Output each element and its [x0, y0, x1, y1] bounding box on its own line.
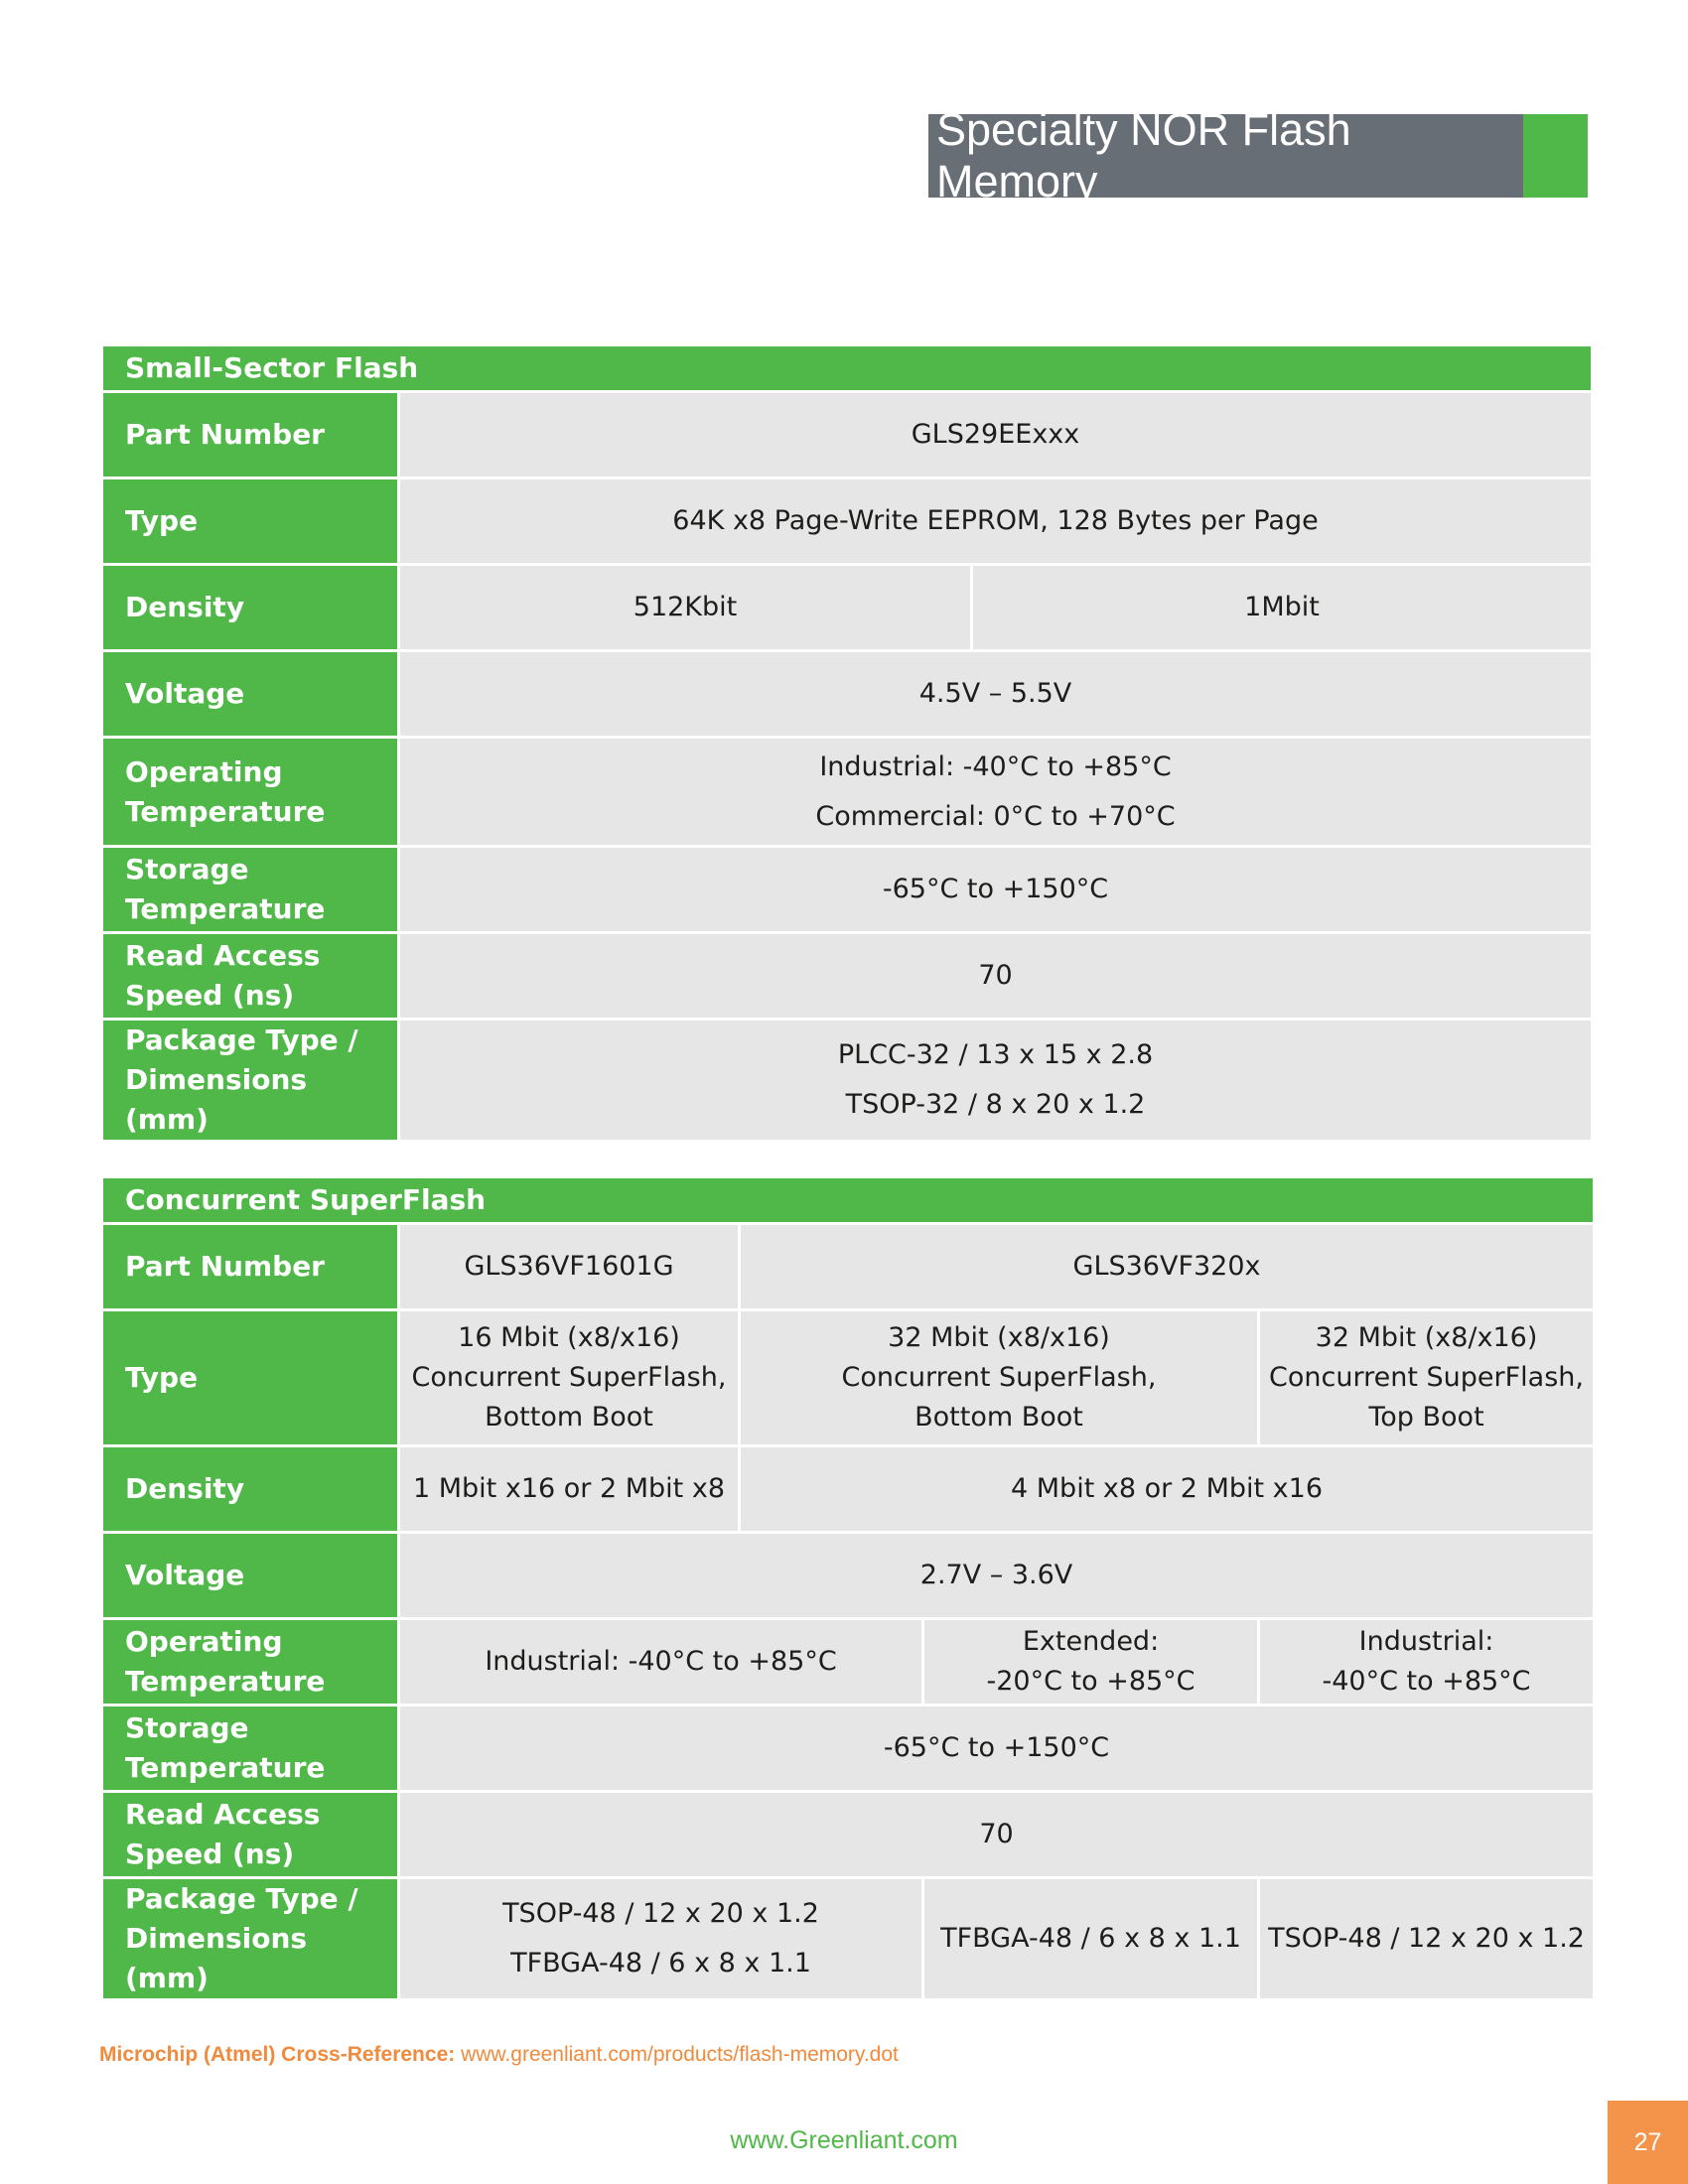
table-row: [103, 1706, 1593, 1790]
table-row: [103, 739, 1591, 845]
cross-reference-label: Microchip (Atmel) Cross-Reference:: [99, 2043, 456, 2066]
row-label: Operating Temperature: [103, 1620, 397, 1704]
operating-temperature-value: Industrial: -40°C to +85°C: [400, 1620, 921, 1704]
table-row: [103, 1793, 1593, 1876]
table-row: [103, 1021, 1591, 1140]
type-value: 16 Mbit (x8/x16) Concurrent SuperFlash, Bottom Boot: [400, 1311, 738, 1444]
row-label: Package Type / Dimensions (mm): [103, 1021, 397, 1140]
row-label: Voltage: [103, 1534, 397, 1617]
table-row: [103, 1620, 1593, 1704]
section-title: Concurrent SuperFlash: [103, 1178, 1593, 1222]
part-number-value: GLS36VF1601G: [400, 1225, 738, 1308]
table-row: [103, 1447, 1593, 1531]
package-value: TSOP-48 / 12 x 20 x 1.2 TFBGA-48 / 6 x 8 x 1.1: [400, 1879, 921, 1998]
density-value: 1Mbit: [973, 566, 1591, 649]
section-header-row: [103, 346, 1591, 390]
row-label: Density: [103, 566, 397, 649]
page-title: Specialty NOR Flash Memory: [928, 114, 1523, 198]
operating-temperature-value: Industrial: -40°C to +85°C Commercial: 0°C to +70°C: [400, 739, 1591, 845]
row-label: Type: [103, 479, 397, 563]
part-number-value: GLS29EExxx: [400, 393, 1591, 477]
type-value: 32 Mbit (x8/x16) Concurrent SuperFlash, Bottom Boot: [741, 1311, 1257, 1444]
row-label: Read Access Speed (ns): [103, 1793, 397, 1876]
row-label: Type: [103, 1311, 397, 1444]
page-header: [928, 104, 1588, 206]
row-label: Part Number: [103, 393, 397, 477]
read-access-speed-value: 70: [400, 934, 1591, 1018]
row-label: Storage Temperature: [103, 1706, 397, 1790]
cross-reference-note: [99, 2043, 899, 2067]
density-value: 4 Mbit x8 or 2 Mbit x16: [741, 1447, 1593, 1531]
table-row: [103, 1879, 1593, 1998]
table-row: [103, 652, 1591, 736]
small-sector-flash-table: [100, 343, 1594, 1143]
section-header-row: [103, 1178, 1593, 1222]
density-value: 512Kbit: [400, 566, 970, 649]
row-label: Package Type / Dimensions (mm): [103, 1879, 397, 1998]
type-value: 32 Mbit (x8/x16) Concurrent SuperFlash, Top Boot: [1260, 1311, 1593, 1444]
table-row: [103, 393, 1591, 477]
row-label: Storage Temperature: [103, 848, 397, 931]
type-value: 64K x8 Page-Write EEPROM, 128 Bytes per Page: [400, 479, 1591, 563]
cross-reference-link[interactable]: www.greenliant.com/products/flash-memory.dot: [461, 2043, 899, 2066]
read-access-speed-value: 70: [400, 1793, 1593, 1876]
part-number-value: GLS36VF320x: [741, 1225, 1593, 1308]
package-value: TFBGA-48 / 6 x 8 x 1.1: [924, 1879, 1257, 1998]
table-row: [103, 1311, 1593, 1444]
voltage-value: 2.7V – 3.6V: [400, 1534, 1593, 1617]
table-row: [103, 1534, 1593, 1617]
footer-website-link[interactable]: www.Greenliant.com: [730, 2126, 958, 2154]
row-label: Density: [103, 1447, 397, 1531]
table-row: [103, 934, 1591, 1018]
storage-temperature-value: -65°C to +150°C: [400, 1706, 1593, 1790]
density-value: 1 Mbit x16 or 2 Mbit x8: [400, 1447, 738, 1531]
operating-temperature-value: Industrial: -40°C to +85°C: [1260, 1620, 1593, 1704]
operating-temperature-value: Extended: -20°C to +85°C: [924, 1620, 1257, 1704]
storage-temperature-value: -65°C to +150°C: [400, 848, 1591, 931]
table-row: [103, 848, 1591, 931]
row-label: Read Access Speed (ns): [103, 934, 397, 1018]
row-label: Voltage: [103, 652, 397, 736]
table-row: [103, 1225, 1593, 1308]
title-accent-block: [1523, 114, 1588, 198]
table-row: [103, 566, 1591, 649]
page-number: 27: [1608, 2101, 1688, 2184]
row-label: Part Number: [103, 1225, 397, 1308]
voltage-value: 4.5V – 5.5V: [400, 652, 1591, 736]
package-value: TSOP-48 / 12 x 20 x 1.2: [1260, 1879, 1593, 1998]
package-value: PLCC-32 / 13 x 15 x 2.8 TSOP-32 / 8 x 20 x 1.2: [400, 1021, 1591, 1140]
table-row: [103, 479, 1591, 563]
section-title: Small-Sector Flash: [103, 346, 1591, 390]
row-label: Operating Temperature: [103, 739, 397, 845]
concurrent-superflash-table: [100, 1175, 1596, 2001]
